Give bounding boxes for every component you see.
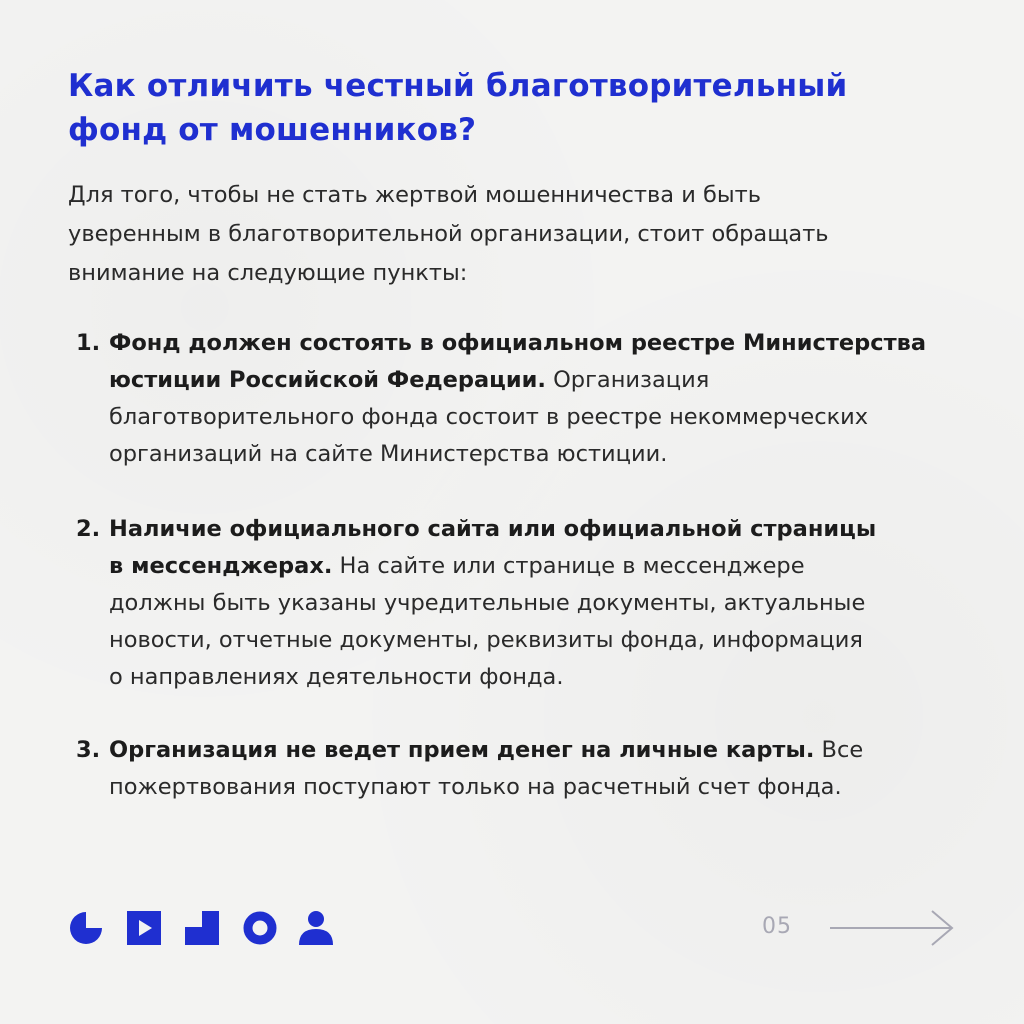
list-item-description: На сайте или странице в мессенджере xyxy=(332,553,805,579)
list-item-number: 2. xyxy=(76,516,101,542)
arrow-right-icon[interactable] xyxy=(828,908,956,948)
intro-line-2: уверенным в благотворительной организации, стоит обращать xyxy=(68,221,829,247)
play-icon xyxy=(126,910,162,946)
list-item-number: 1. xyxy=(76,330,101,356)
list-item-description: должны быть указаны учредительные документы, актуальные xyxy=(109,590,866,616)
title-line-1: Как отличить честный благотворительный xyxy=(68,68,848,104)
list-item-description: пожертвования поступают только на расчетный счет фонда. xyxy=(109,774,842,800)
list-item-number: 3. xyxy=(76,737,101,763)
list-item-text xyxy=(109,732,959,806)
list-item-heading: юстиции Российской Федерации. xyxy=(109,367,546,393)
ring-icon xyxy=(242,910,278,946)
list-item-description: о направлениях деятельности фонда. xyxy=(109,664,564,690)
intro-line-3: внимание на следующие пункты: xyxy=(68,260,468,286)
list-item-description: благотворительного фонда состоит в реестре некоммерческих xyxy=(109,404,869,430)
list-item-heading: Организация не ведет прием денег на личные карты. xyxy=(109,737,815,763)
list-item-description: организаций на сайте Министерства юстиции. xyxy=(109,441,668,467)
list-item-heading: в мессенджерах. xyxy=(109,553,333,579)
pie-icon xyxy=(68,910,104,946)
stairs-icon xyxy=(184,910,220,946)
page-title xyxy=(68,64,968,152)
title-line-2: фонд от мошенников? xyxy=(68,112,477,148)
list-item-heading: Фонд должен состоять в официальном реестре Министерства xyxy=(109,330,927,356)
list-item-text xyxy=(109,511,959,696)
person-icon xyxy=(298,910,334,946)
list-item-heading: Наличие официального сайта или официальной страницы xyxy=(109,516,877,542)
list-item-description: новости, отчетные документы, реквизиты фонда, информация xyxy=(109,627,863,653)
intro-line-1: Для того, чтобы не стать жертвой мошенничества и быть xyxy=(68,182,761,208)
list-item-description: Все xyxy=(814,737,864,763)
page-number: 05 xyxy=(762,914,792,939)
footer-icon-row xyxy=(68,910,338,946)
list-item-description: Организация xyxy=(545,367,710,393)
list-item-text xyxy=(109,325,959,473)
intro-paragraph xyxy=(68,176,948,293)
